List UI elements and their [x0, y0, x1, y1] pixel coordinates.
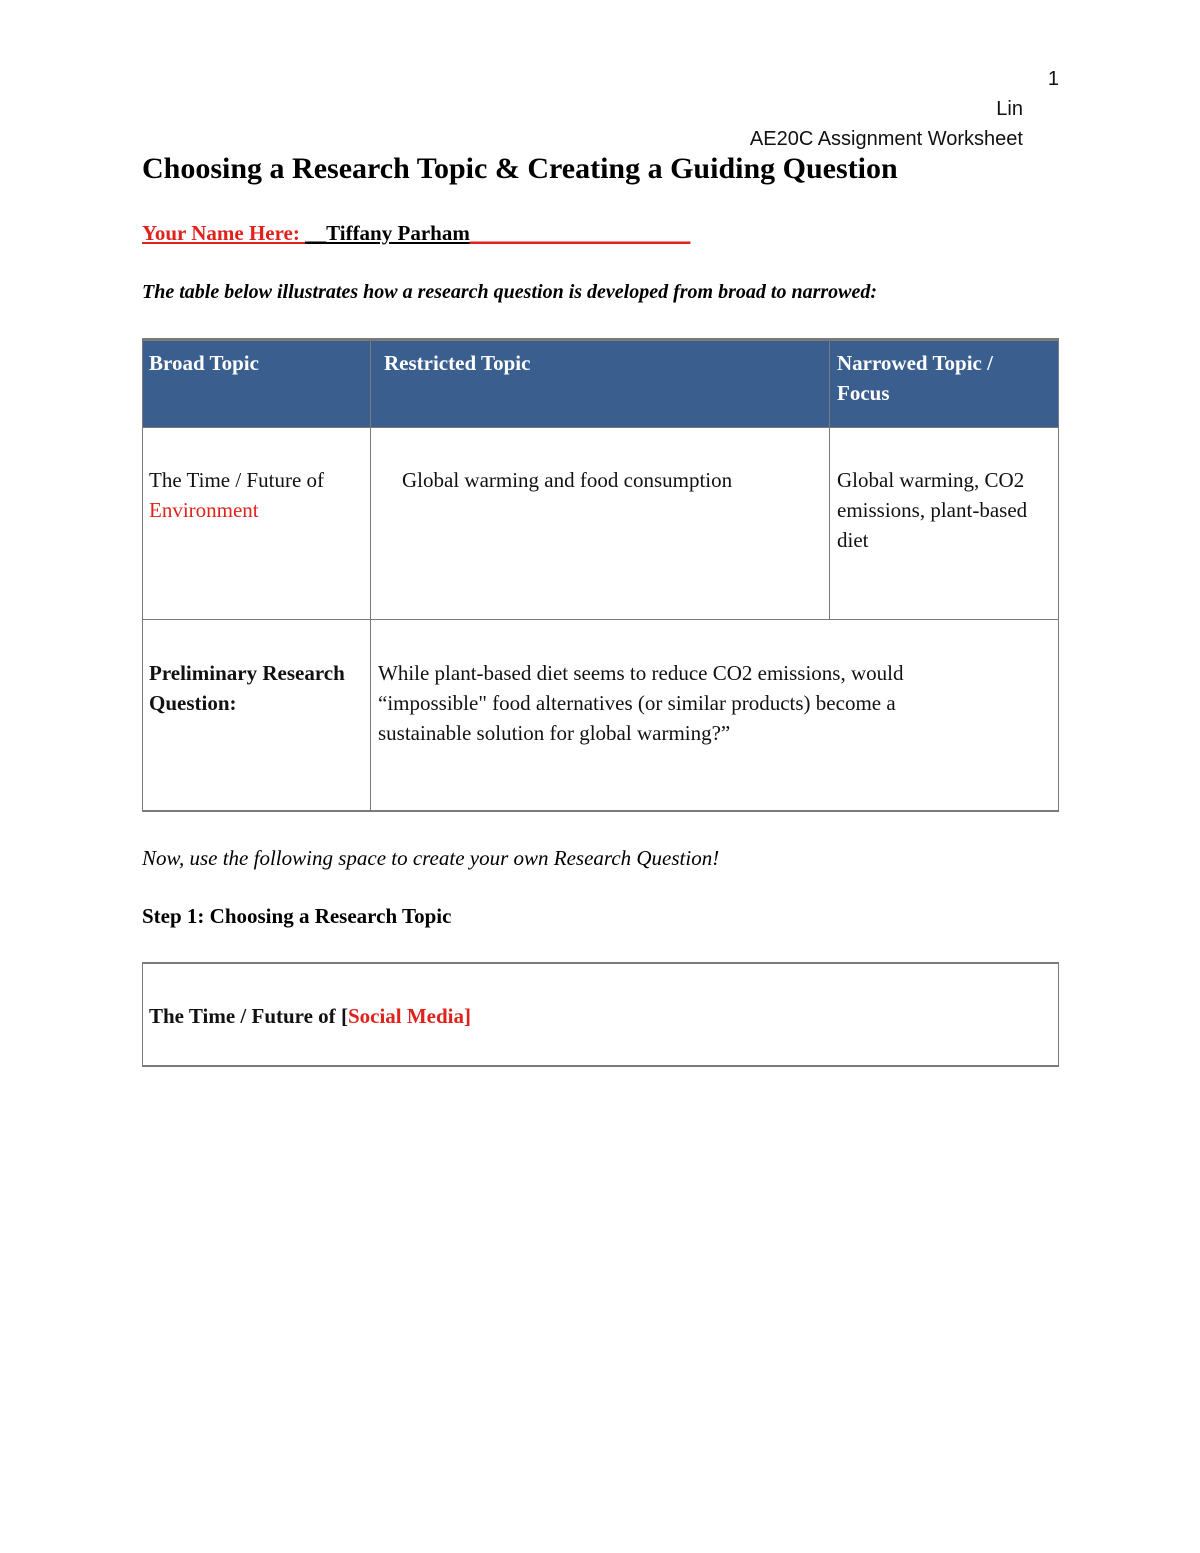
- box-border-left: [142, 962, 143, 1067]
- step1-open-bracket: [: [340, 1004, 348, 1028]
- name-field: [142, 221, 690, 246]
- table-divider: [142, 427, 1059, 428]
- step1-close-bracket: ]: [464, 1004, 472, 1028]
- step1-topic-line: [149, 1001, 471, 1031]
- header-restricted-topic: Restricted Topic: [384, 351, 531, 375]
- broad-topic-prefix: The Time / Future of: [149, 468, 325, 492]
- box-border-top: [142, 962, 1059, 964]
- cell-narrowed-topic: Global warming, CO2 emissions, plant-based diet: [837, 468, 1028, 552]
- table-border-left: [142, 338, 143, 812]
- box-border-right: [1058, 962, 1059, 1067]
- step1-heading: Step 1: Choosing a Research Topic: [142, 904, 452, 928]
- name-value: __Tiffany Parham: [305, 221, 470, 245]
- cell-restricted-topic: Global warming and food consumption: [402, 468, 733, 492]
- box-border-bottom: [142, 1065, 1059, 1067]
- instruction-text: Now, use the following space to create your own Research Question!: [142, 846, 720, 870]
- table-divider: [142, 619, 1059, 620]
- cell-broad-topic: [149, 465, 364, 525]
- author-name: Lin: [996, 98, 1023, 120]
- header-broad-topic: Broad Topic: [149, 351, 259, 375]
- broad-topic-highlight: Environment: [149, 498, 259, 522]
- page-number: 1: [1047, 68, 1059, 90]
- table-divider: [370, 338, 371, 812]
- table-divider: [829, 338, 830, 620]
- table-border-bottom: [142, 810, 1059, 812]
- question-label: Preliminary Research Question:: [149, 661, 345, 715]
- course-title: AE20C Assignment Worksheet: [749, 128, 1023, 150]
- header-narrowed-topic: Narrowed Topic / Focus: [837, 351, 993, 405]
- step1-prefix: The Time / Future of: [149, 1004, 341, 1028]
- name-blank: _____________________: [469, 221, 691, 245]
- name-label: Your Name Here:: [142, 221, 306, 245]
- question-text: While plant-based diet seems to reduce CO2 emissions, would “impossible" food alternatives (or similar products) become a sustainable solution for global warming?”: [378, 661, 904, 745]
- page-title: Choosing a Research Topic & Creating a Guiding Question: [142, 152, 898, 185]
- table-border-right: [1058, 338, 1059, 812]
- step1-topic: Social Media: [347, 1004, 465, 1028]
- table-intro: The table below illustrates how a research question is developed from broad to narrowed:: [142, 281, 878, 303]
